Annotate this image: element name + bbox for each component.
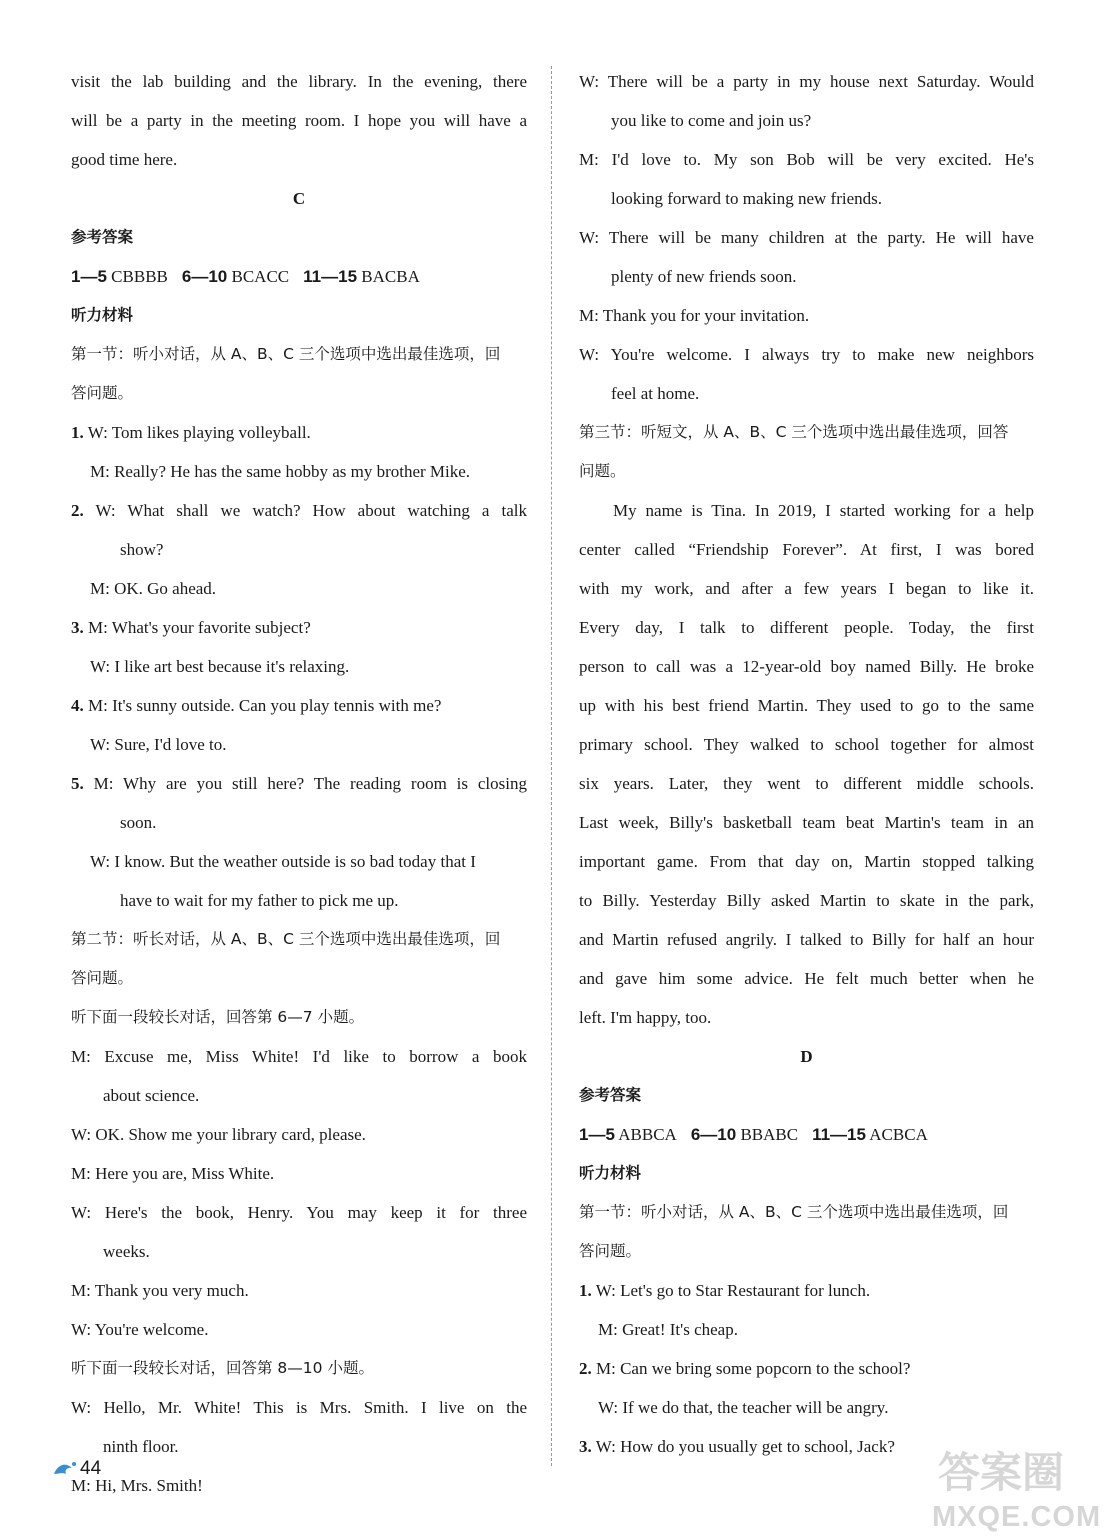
dialog-text: M: Why are you still here? The reading room is closing bbox=[93, 774, 527, 793]
part3-instruction: 问题。 bbox=[579, 462, 626, 480]
question-number: 2. bbox=[71, 501, 84, 520]
dialog-text: Here's the book, Henry. You may keep it for three bbox=[104, 1203, 527, 1222]
dialog-text: Hello, Mr. White! This is Mrs. Smith. I live on the bbox=[103, 1398, 527, 1417]
dialog-line bbox=[71, 1115, 527, 1154]
dialog-line bbox=[579, 335, 1034, 374]
answer-key bbox=[71, 257, 527, 296]
q3-line: W: I like art best because it's relaxing. bbox=[90, 657, 350, 676]
speaker: M: bbox=[71, 1281, 91, 1300]
question-number: 3. bbox=[579, 1437, 592, 1456]
dialog-line bbox=[71, 1466, 527, 1505]
question-number: 1. bbox=[579, 1281, 592, 1300]
dialog-text: There will be many children at the party. He will have bbox=[608, 228, 1034, 247]
dialog-text: There will be a party in my house next Saturday. Would bbox=[607, 72, 1034, 91]
dialog-text: M: It's sunny outside. Can you play tennis with me? bbox=[88, 696, 442, 715]
speaker: W: bbox=[579, 72, 600, 91]
part1-instruction: 答问题。 bbox=[579, 1242, 642, 1260]
wave-icon bbox=[52, 1458, 78, 1480]
part3-instruction: 第三节：听短文，从 A、B、C 三个选项中选出最佳选项，回答 bbox=[579, 423, 1009, 441]
part1-instruction: 第一节：听小对话，从 A、B、C 三个选项中选出最佳选项，回 bbox=[71, 345, 501, 363]
part2-instruction: 答问题。 bbox=[71, 969, 134, 987]
answer-value: CBBBB bbox=[111, 267, 168, 286]
passage-line: and gave him some advice. He felt much better when he bbox=[579, 969, 1034, 988]
intro-line: will be a party in the meeting room. I hope you will have a bbox=[71, 111, 527, 130]
dialog-line bbox=[579, 218, 1034, 257]
q1-line: M: Great! It's cheap. bbox=[598, 1320, 738, 1339]
q3-line bbox=[71, 608, 527, 647]
dialog-text: OK. Show me your library card, please. bbox=[95, 1125, 366, 1144]
answer-range: 1—5 bbox=[579, 1125, 615, 1144]
dialog-line: about science. bbox=[103, 1086, 200, 1105]
q1-line bbox=[579, 1271, 1034, 1310]
question-number: 2. bbox=[579, 1359, 592, 1378]
answer-heading: 参考答案 bbox=[579, 1086, 642, 1104]
answer-value: BCACC bbox=[231, 267, 290, 286]
section-c-label: C bbox=[292, 189, 306, 208]
dialog-line bbox=[71, 1310, 527, 1349]
speaker: M: bbox=[579, 306, 599, 325]
answer-value: BBABC bbox=[740, 1125, 799, 1144]
speaker: W: bbox=[71, 1398, 92, 1417]
dialog-text: Excuse me, Miss White! I'd like to borrow a book bbox=[104, 1047, 527, 1066]
q2-line: W: If we do that, the teacher will be angry. bbox=[598, 1398, 889, 1417]
page-number-text: 44 bbox=[80, 1458, 102, 1479]
right-column bbox=[579, 62, 1034, 1466]
dialog-line: ninth floor. bbox=[103, 1437, 179, 1456]
q5-line: soon. bbox=[120, 813, 157, 832]
q1-line: M: Really? He has the same hobby as my brother Mike. bbox=[90, 462, 471, 481]
column-divider bbox=[551, 66, 552, 1466]
dialog-text: You're welcome. bbox=[94, 1320, 209, 1339]
q5-line bbox=[71, 764, 527, 803]
listening-heading: 听力材料 bbox=[71, 306, 134, 324]
q2-line bbox=[71, 491, 527, 530]
dialog-text: You're welcome. I always try to make new neighbors bbox=[610, 345, 1034, 364]
dialog-line: weeks. bbox=[103, 1242, 150, 1261]
watermark-logo: 答案圈 bbox=[938, 1448, 1065, 1497]
passage-line: and Martin refused angrily. I talked to Billy for half an hour bbox=[579, 930, 1034, 949]
speaker: M: bbox=[71, 1047, 91, 1066]
dialog-text: W: How do you usually get to school, Jack? bbox=[595, 1437, 895, 1456]
q1-line bbox=[71, 413, 527, 452]
q5-line: have to wait for my father to pick me up. bbox=[120, 891, 399, 910]
answer-range: 6—10 bbox=[181, 267, 228, 286]
speaker: W: bbox=[579, 228, 600, 247]
passage-line: person to call was a 12-year-old boy named Billy. He broke bbox=[579, 657, 1034, 676]
question-number: 4. bbox=[71, 696, 84, 715]
q4-line: W: Sure, I'd love to. bbox=[90, 735, 227, 754]
speaker: W: bbox=[71, 1203, 92, 1222]
intro-line: visit the lab building and the library. In the evening, there bbox=[71, 72, 527, 91]
answer-range: 1—5 bbox=[71, 267, 107, 286]
passage-line: important game. From that day on, Martin stopped talking bbox=[579, 852, 1034, 871]
q5-line: W: I know. But the weather outside is so bad today that I bbox=[90, 852, 476, 871]
dialog-line bbox=[579, 140, 1034, 179]
dialog-line bbox=[71, 1388, 527, 1427]
passage-line: left. I'm happy, too. bbox=[579, 1008, 712, 1027]
passage-line: up with his best friend Martin. They used to go to the same bbox=[579, 696, 1034, 715]
answer-range: 11—15 bbox=[303, 267, 358, 286]
passage-line: Every day, I talk to different people. Today, the first bbox=[579, 618, 1034, 637]
part2-instruction: 第二节：听长对话，从 A、B、C 三个选项中选出最佳选项，回 bbox=[71, 930, 501, 948]
dialog-line: you like to come and join us? bbox=[611, 111, 812, 130]
dialog-text: I'd love to. My son Bob will be very excited. He's bbox=[611, 150, 1034, 169]
question-number: 5. bbox=[71, 774, 84, 793]
speaker: W: bbox=[579, 345, 600, 364]
answer-value: ABBCA bbox=[618, 1125, 677, 1144]
passage-line: to Billy. Yesterday Billy asked Martin to skate in the park, bbox=[579, 891, 1034, 910]
passage-line: center called “Friendship Forever”. At first, I was bored bbox=[579, 540, 1034, 559]
dialog-text: Hi, Mrs. Smith! bbox=[95, 1476, 203, 1495]
speaker: W: bbox=[71, 1125, 92, 1144]
passage-line: Last week, Billy's basketball team beat Martin's team in an bbox=[579, 813, 1034, 832]
dialog-text: Here you are, Miss White. bbox=[95, 1164, 275, 1183]
dialog-line bbox=[71, 1154, 527, 1193]
dialog-line bbox=[71, 1271, 527, 1310]
part1-instruction: 答问题。 bbox=[71, 384, 134, 402]
intro-line: good time here. bbox=[71, 150, 178, 169]
dialog-line: looking forward to making new friends. bbox=[611, 189, 882, 208]
dialog-text: M: Can we bring some popcorn to the school? bbox=[596, 1359, 911, 1378]
speaker: M: bbox=[71, 1164, 91, 1183]
section-d-label: D bbox=[800, 1047, 813, 1066]
passage-line: six years. Later, they went to different middle schools. bbox=[579, 774, 1034, 793]
left-column bbox=[71, 62, 527, 1505]
dialog-line bbox=[71, 1037, 527, 1076]
dialog1-intro: 听下面一段较长对话，回答第 6—7 小题。 bbox=[71, 1008, 365, 1026]
dialog2-intro: 听下面一段较长对话，回答第 8—10 小题。 bbox=[71, 1359, 374, 1377]
watermark-text: MXQE.COM bbox=[932, 1501, 1102, 1533]
dialog-text: Thank you very much. bbox=[94, 1281, 249, 1300]
question-number: 3. bbox=[71, 618, 84, 637]
answer-range: 6—10 bbox=[690, 1125, 737, 1144]
dialog-line bbox=[579, 296, 1034, 335]
dialog-line: feel at home. bbox=[611, 384, 700, 403]
question-number: 1. bbox=[71, 423, 84, 442]
dialog-text: M: What's your favorite subject? bbox=[88, 618, 311, 637]
answer-heading: 参考答案 bbox=[71, 228, 134, 246]
speaker: M: bbox=[71, 1476, 91, 1495]
listening-heading: 听力材料 bbox=[579, 1164, 642, 1182]
dialog-text: W: What shall we watch? How about watching a talk bbox=[95, 501, 527, 520]
dialog-text: W: Tom likes playing volleyball. bbox=[87, 423, 311, 442]
dialog-text: Thank you for your invitation. bbox=[602, 306, 810, 325]
answer-range: 11—15 bbox=[812, 1125, 866, 1144]
dialog-line bbox=[579, 62, 1034, 101]
answer-key bbox=[579, 1115, 1034, 1154]
speaker: M: bbox=[579, 150, 599, 169]
q2-line bbox=[579, 1349, 1034, 1388]
dialog-line: plenty of new friends soon. bbox=[611, 267, 797, 286]
q2-line: show? bbox=[120, 540, 164, 559]
dialog-line bbox=[71, 1193, 527, 1232]
answer-value: BACBA bbox=[361, 267, 420, 286]
dialog-text: W: Let's go to Star Restaurant for lunch. bbox=[595, 1281, 871, 1300]
q4-line bbox=[71, 686, 527, 725]
speaker: W: bbox=[71, 1320, 92, 1339]
passage-line: My name is Tina. In 2019, I started working for a help bbox=[613, 501, 1034, 520]
page-number bbox=[52, 1458, 101, 1480]
passage-line: primary school. They walked to school together for almost bbox=[579, 735, 1034, 754]
answer-value: ACBCA bbox=[869, 1125, 928, 1144]
q2-line: M: OK. Go ahead. bbox=[90, 579, 217, 598]
passage-line: with my work, and after a few years I began to like it. bbox=[579, 579, 1034, 598]
part1-instruction: 第一节：听小对话，从 A、B、C 三个选项中选出最佳选项，回 bbox=[579, 1203, 1009, 1221]
site-watermark bbox=[932, 1432, 1102, 1536]
